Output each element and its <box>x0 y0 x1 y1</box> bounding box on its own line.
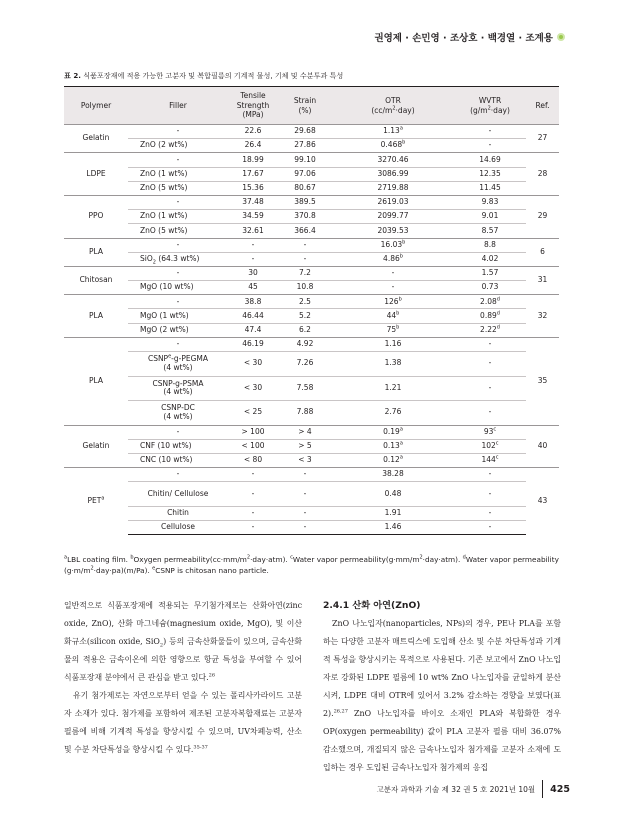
cell-filler: ZnO (5 wt%) <box>128 224 228 238</box>
cell-otr: 0.19$^a$ <box>332 425 454 439</box>
cell-filler: - <box>128 425 228 439</box>
table-row <box>64 139 559 153</box>
cell-polymer: LDPE <box>64 153 128 196</box>
table-row <box>64 210 559 224</box>
cell-tensile: > 100 <box>228 425 278 439</box>
cell-filler: SiO$_2$ (64.3 wt%) <box>128 252 228 266</box>
cell-tensile: - <box>228 520 278 534</box>
cell-tensile: - <box>228 482 278 507</box>
table-row <box>64 309 559 323</box>
cell-wvtr: 12.35 <box>454 167 526 181</box>
cell-strain: 7.26 <box>278 352 332 377</box>
cell-filler: MgO (10 wt%) <box>128 281 228 295</box>
cell-wvtr: - <box>454 506 526 520</box>
cell-polymer: Chitosan <box>64 266 128 294</box>
cell-wvtr: 1.57 <box>454 266 526 280</box>
cell-wvtr: 93$^c$ <box>454 425 526 439</box>
cell-otr: 0.48 <box>332 482 454 507</box>
cell-wvtr: 0.89$^d$ <box>454 309 526 323</box>
cell-otr: 2.76 <box>332 401 454 426</box>
cell-strain: 97.06 <box>278 167 332 181</box>
cell-filler: CNC (10 wt%) <box>128 453 228 467</box>
cell-wvtr: - <box>454 520 526 534</box>
cell-otr: 0.468$^b$ <box>332 139 454 153</box>
header-tensile: Tensile Strength (MPa) <box>228 87 278 125</box>
cell-tensile: 34.59 <box>228 210 278 224</box>
header-ref: Ref. <box>526 87 559 125</box>
cell-strain: 4.92 <box>278 337 332 351</box>
cell-wvtr: 9.83 <box>454 195 526 209</box>
cell-ref: 43 <box>526 468 559 535</box>
cell-otr: 3086.99 <box>332 167 454 181</box>
cell-filler: ZnO (2 wt%) <box>128 139 228 153</box>
table-row <box>64 167 559 181</box>
table-row <box>64 468 559 482</box>
table-row <box>64 153 559 167</box>
cell-filler: - <box>128 468 228 482</box>
cell-filler: CSNP$^e$-g-PEGMA (4 wt%) <box>128 352 228 377</box>
cell-tensile: - <box>228 252 278 266</box>
cell-tensile: 46.19 <box>228 337 278 351</box>
table-row <box>64 376 559 401</box>
cell-tensile: < 30 <box>228 376 278 401</box>
table-header-row <box>64 87 559 125</box>
table-row <box>64 425 559 439</box>
cell-strain: < 3 <box>278 453 332 467</box>
header-filler: Filler <box>128 87 228 125</box>
cell-strain: 80.67 <box>278 181 332 195</box>
cell-otr: 2719.88 <box>332 181 454 195</box>
cell-wvtr: 2.08$^d$ <box>454 295 526 309</box>
cell-tensile: 30 <box>228 266 278 280</box>
cell-polymer: PLA <box>64 295 128 338</box>
cell-ref: 35 <box>526 337 559 425</box>
cell-otr: 0.12$^a$ <box>332 453 454 467</box>
table-row <box>64 352 559 377</box>
journal-info: 고분자 과학과 기술 제 32 권 5 호 2021년 10월 <box>376 784 536 794</box>
cell-otr: - <box>332 266 454 280</box>
cell-otr: 2099.77 <box>332 210 454 224</box>
table-row <box>64 266 559 280</box>
cell-strain: > 4 <box>278 425 332 439</box>
cell-otr: 1.91 <box>332 506 454 520</box>
cell-filler: - <box>128 266 228 280</box>
cell-tensile: 38.8 <box>228 295 278 309</box>
cell-wvtr: 14.69 <box>454 153 526 167</box>
cell-tensile: - <box>228 238 278 252</box>
cell-filler: - <box>128 337 228 351</box>
cell-filler: ZnO (1 wt%) <box>128 167 228 181</box>
cell-wvtr: 4.02 <box>454 252 526 266</box>
cell-wvtr: 0.73 <box>454 281 526 295</box>
paragraph: ZnO 나노입자(nanoparticles, NPs)의 경우, PE나 PLA를 포함하는 다양한 고분자 매트릭스에 도입해 산소 및 수분 차단특성과 기계적 특성을 향상시키는 목적으로 사용된다. 기존 보고에서 ZnO 나노입자로 강화된 LDPE 필름에 10 wt% ZnO 나노입자를 균일하게 분산시켜, LDPE 대비 OTR에 있어서 3.2% 감소하는 경향을 보였다(표 2).$^{26,27}$ ZnO 나노입자를 바이오 소재인 PLA와 복합화한 경우 OP(oxygen permeability) 값이 PLA 고분자 필름 대비 36.07% 감소했으며, 개질되지 않은 금속나노입자 첨가제를 고분자 소재에 도입하는 경우 도입된 금속나노입자 첨가제의 응집 <box>323 619 561 772</box>
table-footnote: $^a$LBL coating film. $^b$Oxygen $permeability(cc\cdot mm/m^2\cdot day\cdot atm)$. $^c$Water vapor $permeability(g\cdot mm/m^2\cdot day\cdot atm)$. $^d$Water vapor permeability $(g\cdot m/m^2\cdot day\cdot pa)(m/Pa)$. $^e$CSNP is chitosan nano particle. <box>64 554 559 575</box>
cell-filler: - <box>128 125 228 139</box>
cell-filler: MgO (2 wt%) <box>128 323 228 337</box>
cell-wvtr: - <box>454 468 526 482</box>
cell-wvtr: 8.8 <box>454 238 526 252</box>
cell-wvtr: - <box>454 352 526 377</box>
cell-strain: 29.68 <box>278 125 332 139</box>
cell-strain: 2.5 <box>278 295 332 309</box>
page-header <box>374 30 565 44</box>
cell-strain: 389.5 <box>278 195 332 209</box>
table-row <box>64 195 559 209</box>
cell-tensile: 22.6 <box>228 125 278 139</box>
cell-tensile: 26.4 <box>228 139 278 153</box>
cell-tensile: 18.99 <box>228 153 278 167</box>
cell-filler: MgO (1 wt%) <box>128 309 228 323</box>
cell-filler: Chitin/ Cellulose <box>128 482 228 507</box>
header-otr: OTR $(cc/m^2\cdot day)$ <box>332 87 454 125</box>
cell-wvtr: 2.22$^d$ <box>454 323 526 337</box>
cell-wvtr: - <box>454 482 526 507</box>
header-wvtr: WVTR $(g/m^2\cdot day)$ <box>454 87 526 125</box>
cell-tensile: - <box>228 468 278 482</box>
cell-otr: 126$^b$ <box>332 295 454 309</box>
cell-tensile: 45 <box>228 281 278 295</box>
cell-otr: 4.86$^b$ <box>332 252 454 266</box>
cell-tensile: 37.48 <box>228 195 278 209</box>
cell-tensile: 17.67 <box>228 167 278 181</box>
cell-tensile: 32.61 <box>228 224 278 238</box>
cell-strain: - <box>278 520 332 534</box>
cell-filler: ZnO (1 wt%) <box>128 210 228 224</box>
cell-ref: 31 <box>526 266 559 294</box>
cell-filler: CSNP-DC (4 wt%) <box>128 401 228 426</box>
cell-ref: 6 <box>526 238 559 266</box>
cell-tensile: 15.36 <box>228 181 278 195</box>
table-row <box>64 181 559 195</box>
cell-strain: 27.86 <box>278 139 332 153</box>
cell-filler: CNF (10 wt%) <box>128 439 228 453</box>
table-row <box>64 439 559 453</box>
cell-strain: 7.58 <box>278 376 332 401</box>
cell-strain: 99.10 <box>278 153 332 167</box>
table-row <box>64 224 559 238</box>
section-heading: 2.4.1 산화 아연(ZnO) <box>323 600 421 611</box>
page-footer <box>377 780 570 798</box>
cell-polymer: Gelatin <box>64 125 128 153</box>
cell-polymer: PLA <box>64 337 128 425</box>
table-caption-text: 식품포장재에 적용 가능한 고분자 및 복합필름의 기계적 물성, 기체 및 수분투과 특성 <box>83 71 344 80</box>
cell-otr: 1.16 <box>332 337 454 351</box>
header-bullet-icon <box>557 33 565 41</box>
cell-filler: - <box>128 195 228 209</box>
page-number: 425 <box>550 783 570 795</box>
paragraph: 일반적으로 식품포장재에 적용되는 무기첨가제로는 산화아연(zinc oxide, ZnO), 산화 마그네슘(magnesium oxide, MgO), 및 이산화규소(silicon oxide, SiO$_2$) 등의 금속산화물들이 있으며, 금속산화물의 적용은 금속이온에 의한 영향으로 항균 특성을 부여할 수 있어 식품포장재 분야에서 큰 관심을 받고 있다.$^{26}$ <box>64 601 302 682</box>
cell-otr: 38.28 <box>332 468 454 482</box>
cell-wvtr: 8.57 <box>454 224 526 238</box>
cell-strain: 6.2 <box>278 323 332 337</box>
cell-otr: 2039.53 <box>332 224 454 238</box>
cell-otr: 0.13$^a$ <box>332 439 454 453</box>
cell-filler: - <box>128 238 228 252</box>
cell-wvtr: - <box>454 125 526 139</box>
cell-strain: 7.2 <box>278 266 332 280</box>
cell-strain: 370.8 <box>278 210 332 224</box>
cell-ref: 27 <box>526 125 559 153</box>
cell-tensile: < 25 <box>228 401 278 426</box>
cell-wvtr: 102$^c$ <box>454 439 526 453</box>
table-row <box>64 506 559 520</box>
cell-filler: - <box>128 295 228 309</box>
cell-filler: ZnO (5 wt%) <box>128 181 228 195</box>
cell-strain: - <box>278 468 332 482</box>
cell-strain: - <box>278 482 332 507</box>
body-column-right <box>323 597 561 777</box>
table-row <box>64 337 559 351</box>
cell-otr: 2619.03 <box>332 195 454 209</box>
cell-otr: 1.46 <box>332 520 454 534</box>
cell-otr: 1.38 <box>332 352 454 377</box>
cell-wvtr: - <box>454 401 526 426</box>
author-list: 권영제 · 손민영 · 조상호 · 백경열 · 조계용 <box>374 33 553 44</box>
table-row <box>64 281 559 295</box>
cell-strain: > 5 <box>278 439 332 453</box>
cell-otr: 16.03$^b$ <box>332 238 454 252</box>
cell-otr: - <box>332 281 454 295</box>
cell-polymer: PPO <box>64 195 128 238</box>
cell-tensile: < 30 <box>228 352 278 377</box>
cell-tensile: < 100 <box>228 439 278 453</box>
table-row <box>64 401 559 426</box>
body-column-left <box>64 597 302 759</box>
cell-otr: 75$^b$ <box>332 323 454 337</box>
cell-otr: 44$^b$ <box>332 309 454 323</box>
cell-filler: Chitin <box>128 506 228 520</box>
cell-ref: 40 <box>526 425 559 468</box>
header-polymer: Polymer <box>64 87 128 125</box>
cell-wvtr: 144$^c$ <box>454 453 526 467</box>
paragraph: 유기 첨가제로는 자연으로부터 얻을 수 있는 폴리사카라이드 고분자 소재가 있다. 첨가제를 포함하여 제조된 고분자복합재료는 고분자 필름에 비해 기계적 특성을 향상시킬 수 있으며, UV차폐능력, 산소 및 수분 차단특성을 향상시킬 수 있다.$^{35-37}$ <box>64 691 302 754</box>
header-strain: Strain (%) <box>278 87 332 125</box>
cell-wvtr: - <box>454 337 526 351</box>
cell-wvtr: - <box>454 139 526 153</box>
table-row <box>64 323 559 337</box>
cell-tensile: 46.44 <box>228 309 278 323</box>
cell-wvtr: - <box>454 376 526 401</box>
cell-strain: 7.88 <box>278 401 332 426</box>
cell-filler: Cellulose <box>128 520 228 534</box>
cell-strain: - <box>278 506 332 520</box>
cell-otr: 3270.46 <box>332 153 454 167</box>
cell-tensile: < 80 <box>228 453 278 467</box>
cell-polymer: PLA <box>64 238 128 266</box>
cell-otr: 1.21 <box>332 376 454 401</box>
cell-wvtr: 9.01 <box>454 210 526 224</box>
cell-strain: - <box>278 252 332 266</box>
cell-tensile: - <box>228 506 278 520</box>
table-row <box>64 482 559 507</box>
cell-filler: - <box>128 153 228 167</box>
table-row <box>64 125 559 139</box>
cell-strain: 5.2 <box>278 309 332 323</box>
cell-polymer: Gelatin <box>64 425 128 468</box>
properties-table <box>64 86 559 535</box>
table-row <box>64 520 559 534</box>
cell-otr: 1.13$^a$ <box>332 125 454 139</box>
cell-wvtr: 11.45 <box>454 181 526 195</box>
cell-strain: - <box>278 238 332 252</box>
table-caption <box>64 71 343 81</box>
cell-strain: 366.4 <box>278 224 332 238</box>
cell-strain: 10.8 <box>278 281 332 295</box>
table-row <box>64 453 559 467</box>
cell-filler: CSNP-g-PSMA (4 wt%) <box>128 376 228 401</box>
table-label: 표 2. <box>64 71 81 80</box>
cell-ref: 29 <box>526 195 559 238</box>
table-row <box>64 295 559 309</box>
cell-polymer: PET$^a$ <box>64 468 128 535</box>
table-row <box>64 238 559 252</box>
cell-ref: 32 <box>526 295 559 338</box>
cell-ref: 28 <box>526 153 559 196</box>
table-row <box>64 252 559 266</box>
cell-tensile: 47.4 <box>228 323 278 337</box>
